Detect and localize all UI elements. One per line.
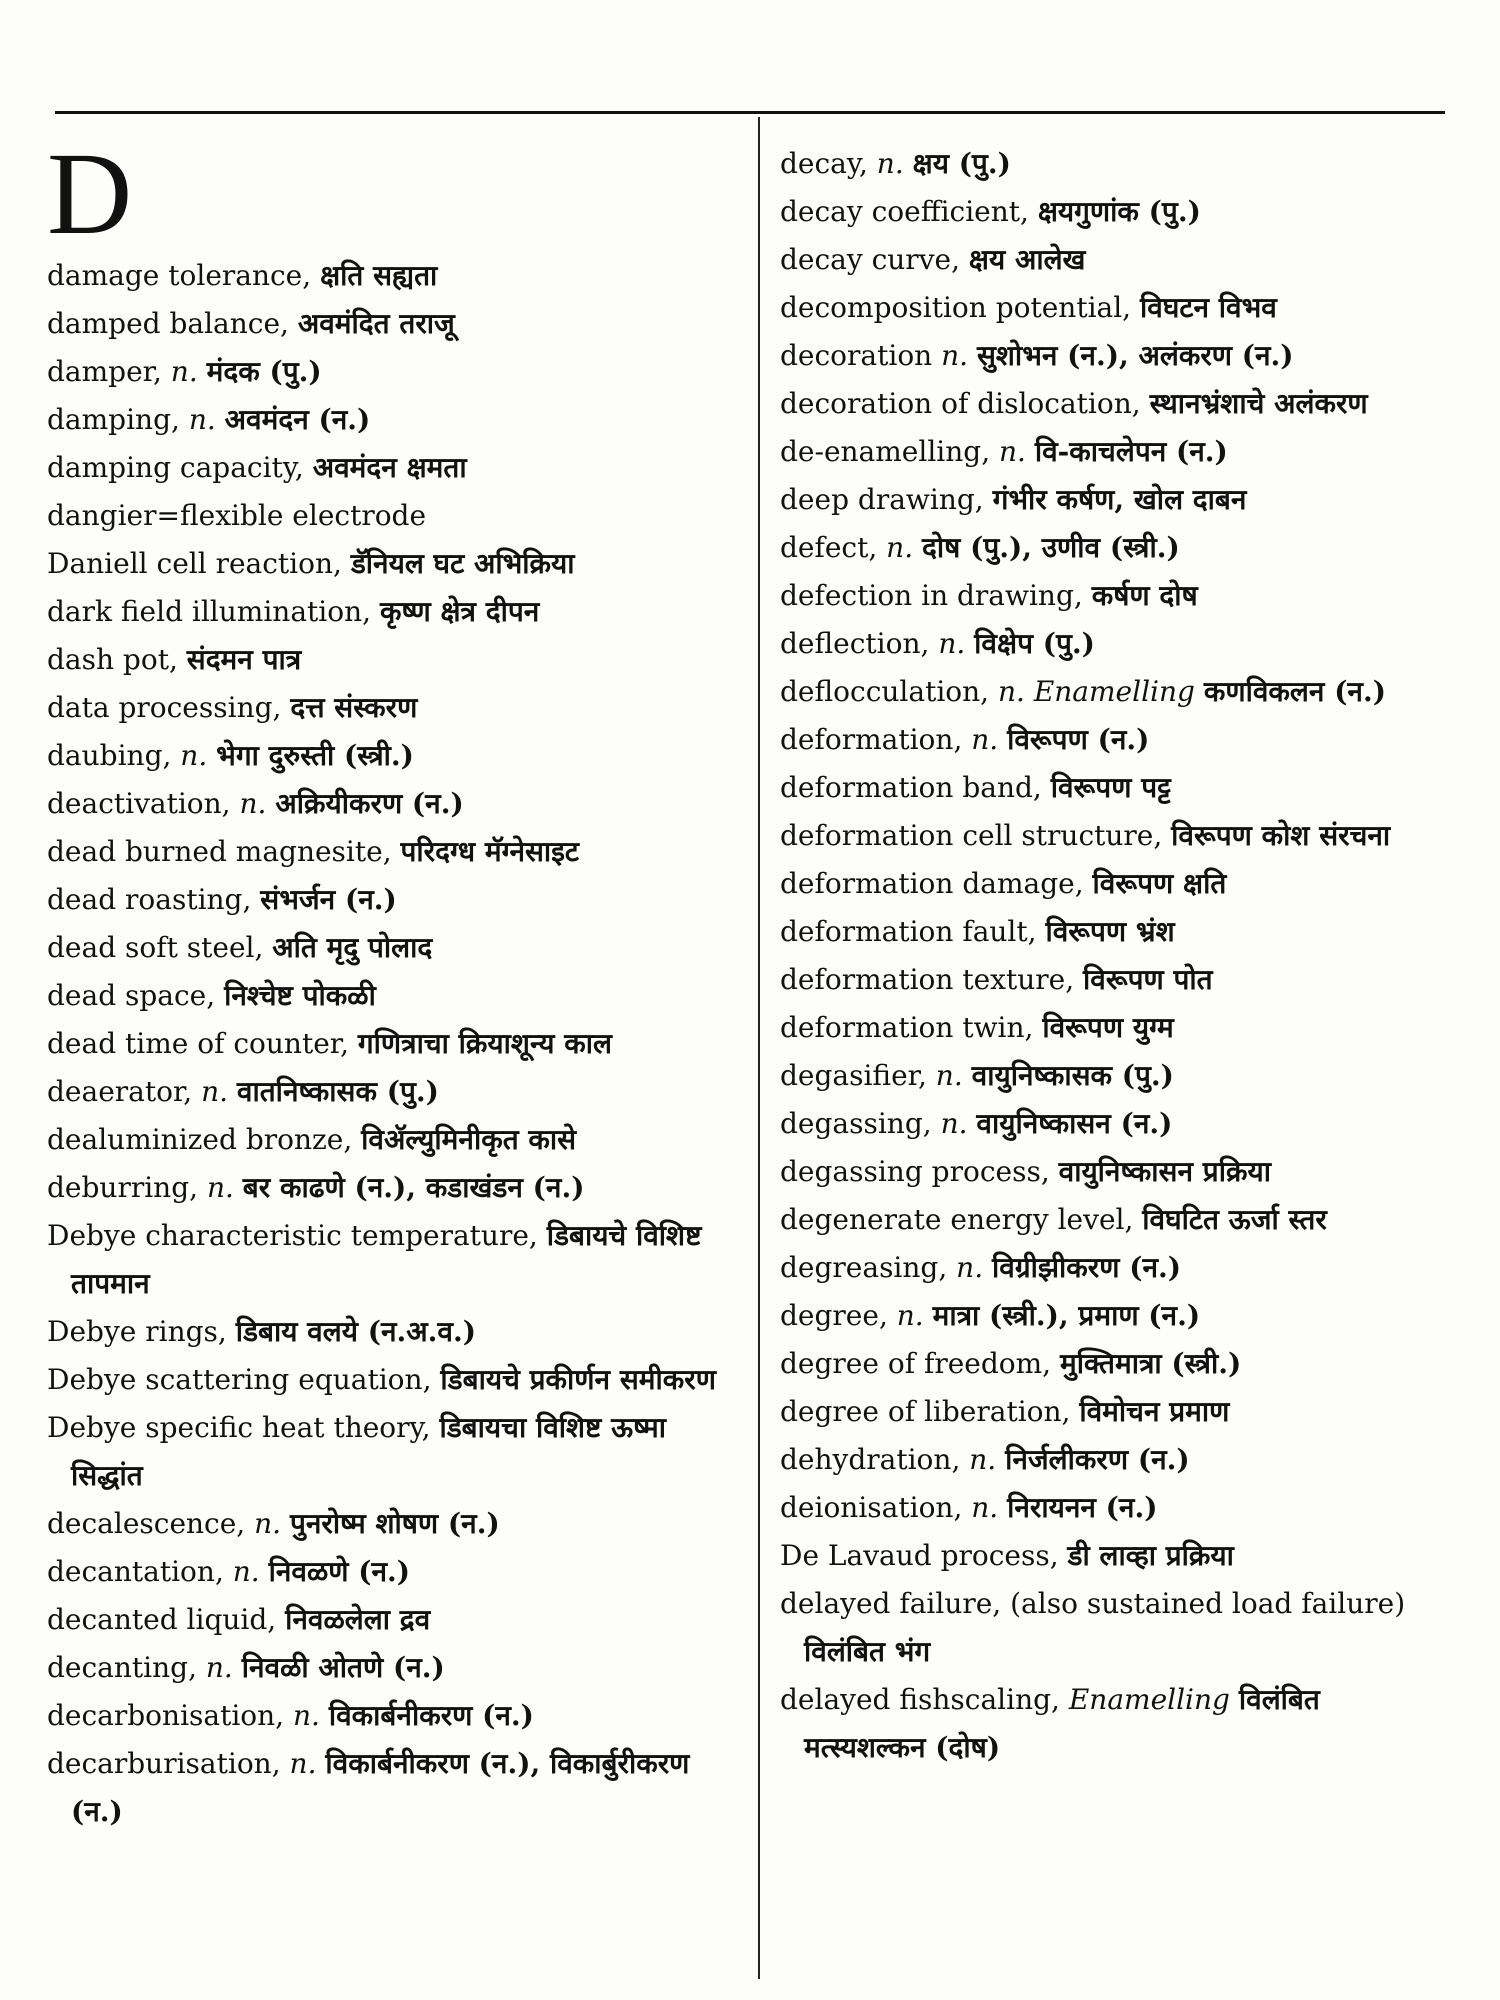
part-of-speech: n. xyxy=(935,1059,963,1092)
entry-term: deburring, xyxy=(47,1171,199,1204)
entry-term: deformation twin, xyxy=(780,1011,1034,1044)
entry-term: deformation, xyxy=(780,723,963,756)
entry-term: damping, xyxy=(47,403,180,436)
marathi-definition: निश्चेष्ट पोकळी xyxy=(224,979,376,1012)
dictionary-entry xyxy=(780,1244,1450,1292)
marathi-definition: क्षय आलेख xyxy=(968,243,1086,276)
entry-term: dehydration, xyxy=(780,1443,961,1476)
marathi-definition: डॅनियल घट अभिक्रिया xyxy=(350,547,575,580)
dictionary-entry xyxy=(47,300,737,348)
entry-term: deformation damage, xyxy=(780,867,1084,900)
entry-term: dead roasting, xyxy=(47,883,252,916)
marathi-definition: क्षय (पु.) xyxy=(912,147,1011,180)
dictionary-entry xyxy=(780,1580,1450,1676)
entry-term: de-enamelling, xyxy=(780,435,991,468)
dictionary-entry xyxy=(47,636,737,684)
entry-term: deformation fault, xyxy=(780,915,1037,948)
part-of-speech: n. xyxy=(170,355,198,388)
entry-term: dealuminized bronze, xyxy=(47,1123,353,1156)
marathi-definition: संभर्जन (न.) xyxy=(260,883,397,916)
dictionary-entry xyxy=(780,668,1450,716)
left-entries xyxy=(47,252,737,1836)
dictionary-entry xyxy=(780,1004,1450,1052)
marathi-definition: वायुनिष्कासन प्रक्रिया xyxy=(1058,1155,1271,1188)
section-letter: D xyxy=(47,128,133,259)
right-entries xyxy=(780,140,1450,1772)
marathi-definition: निरायनन (न.) xyxy=(1007,1491,1158,1524)
dictionary-entry xyxy=(47,492,737,540)
dictionary-entry xyxy=(780,428,1450,476)
marathi-definition: अवमंदन (न.) xyxy=(224,403,371,436)
dictionary-entry xyxy=(47,972,737,1020)
dictionary-entry xyxy=(780,716,1450,764)
marathi-definition: विरूपण (न.) xyxy=(1007,723,1150,756)
entry-term: deflocculation, xyxy=(780,675,990,708)
dictionary-entry xyxy=(47,1020,737,1068)
domain-label: Enamelling xyxy=(1033,675,1195,708)
entry-term: defection in drawing, xyxy=(780,579,1083,612)
entry-term: decalescence, xyxy=(47,1507,246,1540)
marathi-definition: डिबायचा विशिष्ट ऊष्मा सिद्धांत xyxy=(71,1411,666,1492)
dictionary-entry xyxy=(780,476,1450,524)
entry-term: delayed fishscaling, xyxy=(780,1683,1060,1716)
marathi-definition: विरूपण युग्म xyxy=(1042,1011,1174,1044)
marathi-definition: क्षयगुणांक (पु.) xyxy=(1037,195,1201,228)
marathi-definition: कणविकलन (न.) xyxy=(1203,675,1386,708)
dictionary-entry xyxy=(47,1308,737,1356)
left-column xyxy=(47,128,737,1836)
entry-term: deaerator, xyxy=(47,1075,193,1108)
marathi-definition: निवळलेला द्रव xyxy=(285,1603,431,1636)
dictionary-entry xyxy=(47,876,737,924)
entry-term: delayed failure, xyxy=(780,1587,1002,1620)
marathi-definition: अवमंदन क्षमता xyxy=(312,451,467,484)
entry-term: deflection, xyxy=(780,627,930,660)
entry-term: decanting, xyxy=(47,1651,197,1684)
marathi-definition: विकार्बनीकरण (न.), विकार्बुरीकरण (न.) xyxy=(71,1747,690,1828)
entry-term: daubing, xyxy=(47,739,172,772)
part-of-speech: n. xyxy=(232,1555,260,1588)
dictionary-entry xyxy=(780,1100,1450,1148)
marathi-definition: विमोचन प्रमाण xyxy=(1079,1395,1230,1428)
part-of-speech: n. xyxy=(997,675,1025,708)
marathi-definition: पुनरोष्म शोषण (न.) xyxy=(289,1507,500,1540)
entry-term: Debye scattering equation, xyxy=(47,1363,432,1396)
part-of-speech: n. xyxy=(971,723,999,756)
entry-term: damper, xyxy=(47,355,162,388)
dictionary-entry xyxy=(780,188,1450,236)
dictionary-entry xyxy=(780,1292,1450,1340)
marathi-definition: अक्रियीकरण (न.) xyxy=(275,787,464,820)
dictionary-entry xyxy=(780,956,1450,1004)
dictionary-entry xyxy=(47,780,737,828)
part-of-speech: n. xyxy=(938,627,966,660)
part-of-speech: n. xyxy=(876,147,904,180)
marathi-definition: वातनिष्कासक (पु.) xyxy=(236,1075,439,1108)
dictionary-entry xyxy=(47,1740,737,1836)
part-of-speech: n. xyxy=(289,1747,317,1780)
entry-term: decay coefficient, xyxy=(780,195,1029,228)
marathi-definition: डिबायचे विशिष्ट तापमान xyxy=(71,1219,702,1300)
entry-term: degassing process, xyxy=(780,1155,1050,1188)
entry-term: decomposition potential, xyxy=(780,291,1132,324)
dictionary-entry xyxy=(780,236,1450,284)
marathi-definition: विग्रीझीकरण (न.) xyxy=(992,1251,1182,1284)
entry-term: De Lavaud process, xyxy=(780,1539,1059,1572)
entry-term: data processing, xyxy=(47,691,282,724)
entry-term: Debye rings, xyxy=(47,1315,227,1348)
marathi-definition: मंदक (पु.) xyxy=(206,355,322,388)
dictionary-entry xyxy=(47,1116,737,1164)
marathi-definition: स्थानभ्रंशाचे अलंकरण xyxy=(1149,387,1368,420)
entry-term: dead burned magnesite, xyxy=(47,835,392,868)
dictionary-entry xyxy=(47,1404,737,1500)
entry-term: degree, xyxy=(780,1299,888,1332)
marathi-definition: डी लाव्हा प्रक्रिया xyxy=(1067,1539,1234,1572)
marathi-definition: निवळणे (न.) xyxy=(268,1555,411,1588)
marathi-definition: निवळी ओतणे (न.) xyxy=(241,1651,445,1684)
dictionary-entry xyxy=(47,1068,737,1116)
dictionary-entry xyxy=(47,684,737,732)
marathi-definition: विरूपण भ्रंश xyxy=(1045,915,1175,948)
dictionary-entry xyxy=(47,588,737,636)
marathi-definition: विक्षेप (पु.) xyxy=(974,627,1095,660)
marathi-definition: सुशोभन (न.), अलंकरण (न.) xyxy=(976,339,1294,372)
dictionary-entry xyxy=(47,348,737,396)
dictionary-entry xyxy=(780,812,1450,860)
dictionary-entry xyxy=(780,380,1450,428)
dictionary-entry xyxy=(780,1052,1450,1100)
marathi-definition: विरूपण कोश संरचना xyxy=(1171,819,1391,852)
marathi-definition: कर्षण दोष xyxy=(1091,579,1198,612)
dictionary-entry xyxy=(780,332,1450,380)
entry-term: deformation texture, xyxy=(780,963,1075,996)
marathi-definition: संदमन पात्र xyxy=(186,643,302,676)
dictionary-entry xyxy=(47,924,737,972)
entry-term: dark field illumination, xyxy=(47,595,372,628)
entry-term: decarbonisation, xyxy=(47,1699,285,1732)
dictionary-entry xyxy=(47,396,737,444)
dictionary-entry xyxy=(47,828,737,876)
marathi-definition: मात्रा (स्त्री.), प्रमाण (न.) xyxy=(932,1299,1201,1332)
part-of-speech: n. xyxy=(239,787,267,820)
marathi-definition: गंभीर कर्षण, खोल दाबन xyxy=(992,483,1247,516)
dictionary-entry xyxy=(780,140,1450,188)
dictionary-entry xyxy=(47,1212,737,1308)
dictionary-entry xyxy=(47,1692,737,1740)
entry-term: decantation, xyxy=(47,1555,224,1588)
marathi-definition: अति मृदु पोलाद xyxy=(272,931,433,964)
marathi-definition: मुक्तिमात्रा (स्त्री.) xyxy=(1060,1347,1242,1380)
entry-term: defect, xyxy=(780,531,878,564)
marathi-definition: विलंबित मत्स्यशल्कन (दोष) xyxy=(804,1683,1320,1764)
domain-label: Enamelling xyxy=(1068,1683,1230,1716)
part-of-speech: n. xyxy=(254,1507,282,1540)
dictionary-entry xyxy=(47,252,737,300)
dictionary-entry xyxy=(47,1164,737,1212)
entry-term: dangier=flexible electrode xyxy=(47,499,427,532)
part-of-speech: n. xyxy=(971,1491,999,1524)
entry-term: deep drawing, xyxy=(780,483,984,516)
part-of-speech: n. xyxy=(201,1075,228,1108)
dictionary-entry xyxy=(780,1148,1450,1196)
entry-term: dead time of counter, xyxy=(47,1027,349,1060)
entry-term: degassing, xyxy=(780,1107,932,1140)
entry-term: dash pot, xyxy=(47,643,178,676)
entry-term: decarburisation, xyxy=(47,1747,281,1780)
dictionary-entry xyxy=(780,1340,1450,1388)
part-of-speech: n. xyxy=(940,1107,968,1140)
dictionary-entry xyxy=(47,1548,737,1596)
entry-note: (also sustained load failure) xyxy=(1010,1587,1406,1620)
entry-term: dead soft steel, xyxy=(47,931,264,964)
dictionary-entry xyxy=(780,1436,1450,1484)
entry-term: degree of freedom, xyxy=(780,1347,1052,1380)
part-of-speech: n. xyxy=(999,435,1026,468)
dictionary-entry xyxy=(780,1196,1450,1244)
dictionary-entry xyxy=(47,732,737,780)
entry-term: decanted liquid, xyxy=(47,1603,277,1636)
entry-term: decoration xyxy=(780,339,933,372)
marathi-definition: विकार्बनीकरण (न.) xyxy=(328,1699,534,1732)
part-of-speech: n. xyxy=(886,531,914,564)
right-column xyxy=(780,140,1450,1772)
marathi-definition: निर्जलीकरण (न.) xyxy=(1005,1443,1190,1476)
marathi-definition: वि-काचलेपन (न.) xyxy=(1034,435,1228,468)
entry-term: Debye characteristic temperature, xyxy=(47,1219,538,1252)
dictionary-entry xyxy=(780,1484,1450,1532)
marathi-definition: वायुनिष्कासक (पु.) xyxy=(971,1059,1174,1092)
marathi-definition: भेगा दुरुस्ती (स्त्री.) xyxy=(216,739,414,772)
marathi-definition: अवमंदित तराजू xyxy=(297,307,455,340)
dictionary-entry xyxy=(780,620,1450,668)
entry-term: damping capacity, xyxy=(47,451,304,484)
entry-term: decoration of dislocation, xyxy=(780,387,1141,420)
dictionary-entry xyxy=(780,908,1450,956)
marathi-definition: विॲल्युमिनीकृत कासे xyxy=(361,1123,577,1156)
entry-term: degreasing, xyxy=(780,1251,948,1284)
part-of-speech: n. xyxy=(896,1299,924,1332)
marathi-definition: गणित्राचा क्रियाशून्य काल xyxy=(357,1027,612,1060)
entry-term: deactivation, xyxy=(47,787,231,820)
part-of-speech: n. xyxy=(180,739,208,772)
dictionary-entry xyxy=(47,1500,737,1548)
part-of-speech: n. xyxy=(205,1651,233,1684)
entry-term: deformation cell structure, xyxy=(780,819,1163,852)
entry-term: dead space, xyxy=(47,979,216,1012)
part-of-speech: n. xyxy=(956,1251,984,1284)
dictionary-entry xyxy=(47,1644,737,1692)
entry-term: degasifier, xyxy=(780,1059,927,1092)
dictionary-entry xyxy=(47,1356,737,1404)
dictionary-entry xyxy=(780,1388,1450,1436)
entry-term: degree of liberation, xyxy=(780,1395,1071,1428)
top-rule xyxy=(55,111,1445,114)
dictionary-entry xyxy=(47,444,737,492)
entry-term: degenerate energy level, xyxy=(780,1203,1134,1236)
dictionary-entry xyxy=(780,764,1450,812)
marathi-definition: विरूपण क्षति xyxy=(1092,867,1227,900)
marathi-definition: विलंबित भंग xyxy=(804,1635,931,1668)
entry-term: damped balance, xyxy=(47,307,289,340)
marathi-definition: दोष (पु.), उणीव (स्त्री.) xyxy=(922,531,1180,564)
dictionary-entry xyxy=(47,540,737,588)
marathi-definition: विरूपण पट्ट xyxy=(1050,771,1171,804)
entry-term: Debye specific heat theory, xyxy=(47,1411,431,1444)
part-of-speech: n. xyxy=(969,1443,997,1476)
marathi-definition: कृष्ण क्षेत्र दीपन xyxy=(379,595,540,628)
column-divider xyxy=(758,117,760,1979)
part-of-speech: n. xyxy=(206,1171,234,1204)
marathi-definition: डिबायचे प्रकीर्णन समीकरण xyxy=(440,1363,716,1396)
dictionary-entry xyxy=(780,524,1450,572)
part-of-speech: n. xyxy=(941,339,969,372)
entry-term: damage tolerance, xyxy=(47,259,312,292)
dictionary-entry xyxy=(780,1532,1450,1580)
marathi-definition: वायुनिष्कासन (न.) xyxy=(976,1107,1173,1140)
part-of-speech: n. xyxy=(293,1699,320,1732)
marathi-definition: क्षति सह्यता xyxy=(320,259,438,292)
entry-term: decay, xyxy=(780,147,868,180)
marathi-definition: विघटित ऊर्जा स्तर xyxy=(1142,1203,1327,1236)
dictionary-entry xyxy=(780,284,1450,332)
dictionary-entry xyxy=(780,860,1450,908)
dictionary-entry xyxy=(47,1596,737,1644)
entry-term: deionisation, xyxy=(780,1491,963,1524)
marathi-definition: डिबाय वलये (न.अ.व.) xyxy=(235,1315,476,1348)
entry-term: decay curve, xyxy=(780,243,960,276)
marathi-definition: बर काढणे (न.), कडाखंडन (न.) xyxy=(242,1171,585,1204)
marathi-definition: दत्त संस्करण xyxy=(290,691,418,724)
marathi-definition: विघटन विभव xyxy=(1140,291,1277,324)
entry-term: Daniell cell reaction, xyxy=(47,547,342,580)
marathi-definition: विरूपण पोत xyxy=(1083,963,1213,996)
dictionary-entry xyxy=(780,1676,1450,1772)
dictionary-entry xyxy=(780,572,1450,620)
part-of-speech: n. xyxy=(188,403,216,436)
marathi-definition: परिदग्ध मॅग्नेसाइट xyxy=(400,835,580,868)
entry-term: deformation band, xyxy=(780,771,1042,804)
